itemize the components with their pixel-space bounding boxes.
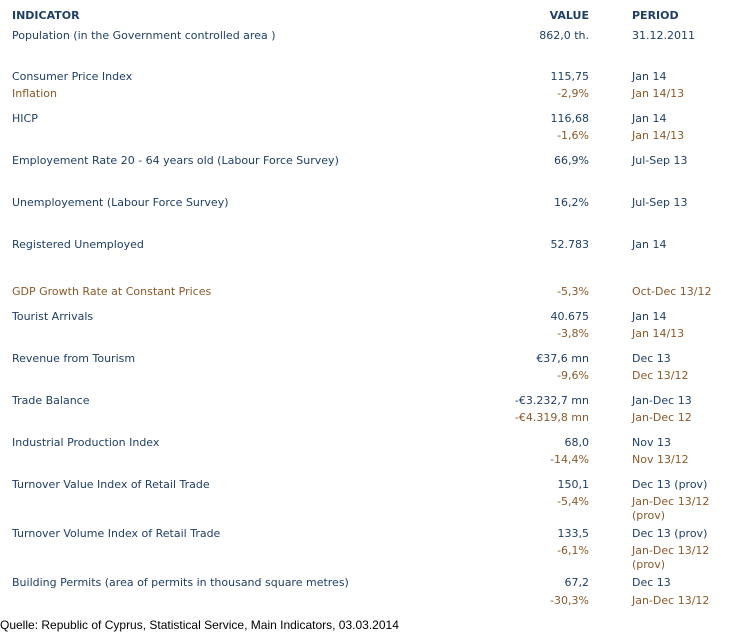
header-indicator: INDICATOR (12, 9, 80, 22)
indicator-period: Jan-Dec 13 (632, 394, 692, 407)
indicator-value: -14,4% (550, 453, 589, 466)
indicator-period: Jul-Sep 13 (632, 154, 688, 167)
indicator-period: Jul-Sep 13 (632, 196, 688, 209)
indicator-label: Consumer Price Index (12, 70, 133, 83)
indicator-period: Dec 13 (632, 352, 671, 365)
indicator-period: Dec 13 (632, 576, 671, 589)
indicator-value: -30,3% (550, 594, 589, 607)
indicator-label: Trade Balance (12, 394, 90, 407)
indicator-period: Jan-Dec 12 (632, 411, 692, 424)
indicator-period: Jan 14 (632, 70, 667, 83)
indicator-label: Population (in the Government controlled area ) (12, 29, 276, 42)
indicator-value: 68,0 (564, 436, 589, 449)
indicator-label: Revenue from Tourism (12, 352, 136, 365)
source-note: Quelle: Republic of Cyprus, Statistical Service, Main Indicators, 03.03.2014 (0, 618, 399, 632)
indicator-value: -€3.232,7 mn (514, 394, 589, 407)
indicator-value: -1,6% (557, 129, 589, 142)
header-value: VALUE (549, 9, 589, 22)
indicator-period: Jan 14 (632, 310, 667, 323)
indicator-label: Building Permits (area of permits in thousand square metres) (12, 576, 349, 589)
indicator-period: Dec 13/12 (632, 369, 689, 382)
indicator-value: -9,6% (557, 369, 589, 382)
indicator-label: Unemployement (Labour Force Survey) (12, 196, 229, 209)
indicator-value: 66,9% (554, 154, 589, 167)
indicator-period: Jan-Dec 13/12 (632, 544, 710, 557)
header-period: PERIOD (632, 9, 679, 22)
indicator-label: Tourist Arrivals (12, 310, 94, 323)
indicator-period: Jan 14/13 (632, 129, 685, 142)
indicator-label: Turnover Volume Index of Retail Trade (12, 527, 221, 540)
indicator-value: 862,0 th. (539, 29, 589, 42)
indicator-label: HICP (12, 112, 38, 125)
indicator-period: Jan 14 (632, 238, 667, 251)
indicator-label: Inflation (12, 87, 57, 100)
indicator-value: 116,68 (550, 112, 589, 125)
indicator-period: Nov 13/12 (632, 453, 689, 466)
indicator-label: Registered Unemployed (12, 238, 144, 251)
indicator-value: 52.783 (550, 238, 589, 251)
indicator-value: -2,9% (557, 87, 589, 100)
indicator-label: GDP Growth Rate at Constant Prices (12, 285, 212, 298)
indicator-period: Jan 14/13 (632, 327, 685, 340)
indicator-period: Dec 13 (prov) (632, 527, 708, 540)
indicator-label: Industrial Production Index (12, 436, 160, 449)
indicator-value: €37,6 mn (536, 352, 589, 365)
indicator-period: Dec 13 (prov) (632, 478, 708, 491)
indicator-period: Jan 14/13 (632, 87, 685, 100)
indicator-value: 150,1 (557, 478, 589, 491)
indicator-value: 115,75 (550, 70, 589, 83)
indicator-period: Jan-Dec 13/12 (632, 495, 710, 508)
indicator-label: Turnover Value Index of Retail Trade (12, 478, 210, 491)
indicator-period: (prov) (632, 509, 666, 522)
indicator-value: 16,2% (554, 196, 589, 209)
indicator-value: -5,3% (557, 285, 589, 298)
indicator-value: -€4.319,8 mn (514, 411, 589, 424)
indicator-value: -6,1% (557, 544, 589, 557)
indicator-value: -5,4% (557, 495, 589, 508)
indicator-value: 67,2 (564, 576, 589, 589)
indicator-period: (prov) (632, 558, 666, 571)
indicator-period: Jan 14 (632, 112, 667, 125)
indicator-period: Oct-Dec 13/12 (632, 285, 712, 298)
indicator-value: -3,8% (557, 327, 589, 340)
indicator-period: 31.12.2011 (632, 29, 695, 42)
indicator-period: Nov 13 (632, 436, 671, 449)
indicator-period: Jan-Dec 13/12 (632, 594, 710, 607)
indicator-value: 133,5 (557, 527, 589, 540)
indicator-label: Employement Rate 20 - 64 years old (Labour Force Survey) (12, 154, 339, 167)
indicator-value: 40.675 (550, 310, 589, 323)
